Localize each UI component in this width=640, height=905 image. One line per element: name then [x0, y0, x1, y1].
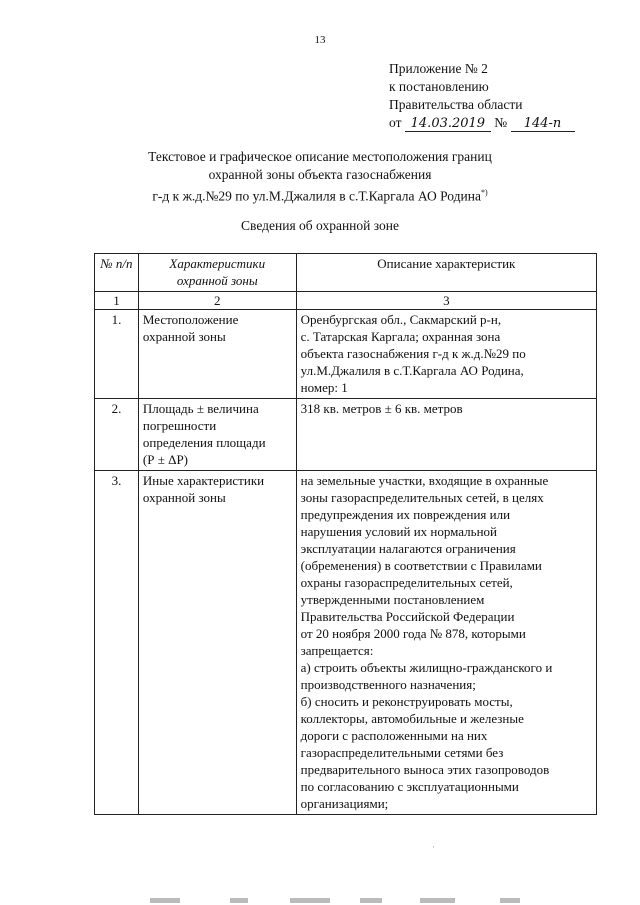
description-line: номер: 1 [300, 380, 348, 395]
number-sign: № [494, 115, 508, 130]
appendix-line3: Правительства области [389, 97, 523, 112]
table-row [95, 399, 597, 471]
appendix-line1: Приложение № 2 [389, 61, 488, 76]
description-line: объекта газоснабжения г-д к ж.д.№29 по [300, 346, 526, 361]
date-prefix: от [389, 115, 402, 130]
title-line3 [120, 184, 520, 206]
characteristic-line: (Р ± ΔР) [142, 452, 189, 467]
appendix-block [389, 60, 575, 132]
description-line: запрещается: [300, 643, 374, 658]
characteristic-line: погрешности [142, 418, 217, 433]
column-number-row [95, 292, 597, 310]
description-line: по согласованию с эксплуатационными [300, 779, 519, 794]
handwritten-number: 144-п [511, 117, 575, 132]
row-description [296, 471, 596, 815]
description-line: предварительного выноса этих газопроводов [300, 762, 550, 777]
row-number: 1. [95, 310, 139, 399]
row-description [296, 399, 596, 471]
section-subtitle: Сведения об охранной зоне [241, 218, 399, 233]
characteristic-line: Площадь ± величина [142, 401, 259, 416]
description-line: на земельные участки, входящие в охранные [300, 473, 549, 488]
description-line: организациями; [300, 796, 389, 811]
row-characteristic [138, 399, 296, 471]
document-title [120, 148, 520, 206]
appendix-line2: к постановлению [389, 79, 489, 94]
description-line: коллекторы, автомобильные и железные [300, 711, 524, 726]
description-line: б) сносить и реконструировать мосты, [300, 694, 513, 709]
header-number: № п/п [95, 254, 139, 292]
handwritten-date: 14.03.2019 [405, 117, 491, 132]
column-number: 3 [296, 292, 596, 310]
description-line: Оренбургская обл., Сакмарский р-н, [300, 312, 502, 327]
description-line: зоны газораспределительных сетей, в целях [300, 490, 544, 505]
description-line: с. Татарская Каргала; охранная зона [300, 329, 501, 344]
table-row [95, 310, 597, 399]
column-number: 1 [95, 292, 139, 310]
table-row [95, 471, 597, 815]
description-line: предупреждения их повреждения или [300, 507, 511, 522]
description-line: газораспределительными сетями без [300, 745, 504, 760]
page-number: 13 [314, 34, 326, 46]
characteristic-line: охранной зоны [142, 490, 226, 505]
description-line: охраны газораспределительных сетей, [300, 575, 513, 590]
description-line: дороги с расположенными на них [300, 728, 488, 743]
column-number: 2 [138, 292, 296, 310]
description-line: производственного назначения; [300, 677, 476, 692]
description-line: (обременения) в соответствии с Правилами [300, 558, 542, 573]
description-line: от 20 ноября 2000 года № 878, которыми [300, 626, 526, 641]
characteristic-line: охранной зоны [142, 329, 226, 344]
description-line: Правительства Российской Федерации [300, 609, 515, 624]
title-line2: охранной зоны объекта газоснабжения [208, 167, 432, 182]
title-line3-text: г-д к ж.д.№29 по ул.М.Джалиля в с.Т.Каргала АО Родина [152, 188, 481, 204]
header-description: Описание характеристик [296, 254, 596, 292]
header-characteristics: Характеристики охранной зоны [138, 254, 296, 292]
table-header-row [95, 254, 597, 292]
row-number: 3. [95, 471, 139, 815]
row-number: 2. [95, 399, 139, 471]
appendix-date-line [389, 114, 575, 132]
row-characteristic [138, 471, 296, 815]
description-line: 318 кв. метров ± 6 кв. метров [300, 401, 463, 416]
characteristic-line: Иные характеристики [142, 473, 265, 488]
footnote-mark: *) [480, 188, 488, 197]
description-line: а) строить объекты жилищно-гражданского и [300, 660, 553, 675]
description-line: нарушения условий их нормальной [300, 524, 498, 539]
scan-edge-strip [0, 898, 640, 905]
description-line: эксплуатации налагаются ограничения [300, 541, 516, 556]
protection-zone-table [94, 253, 597, 815]
description-line: ул.М.Джалиля в с.Т.Каргала АО Родина, [300, 363, 524, 378]
characteristic-line: Местоположение [142, 312, 239, 327]
row-description [296, 310, 596, 399]
title-line1: Текстовое и графическое описание местоположения границ [148, 149, 492, 164]
characteristic-line: определения площади [142, 435, 266, 450]
scan-mark: · [432, 842, 435, 852]
row-characteristic [138, 310, 296, 399]
description-line: утвержденными постановлением [300, 592, 485, 607]
